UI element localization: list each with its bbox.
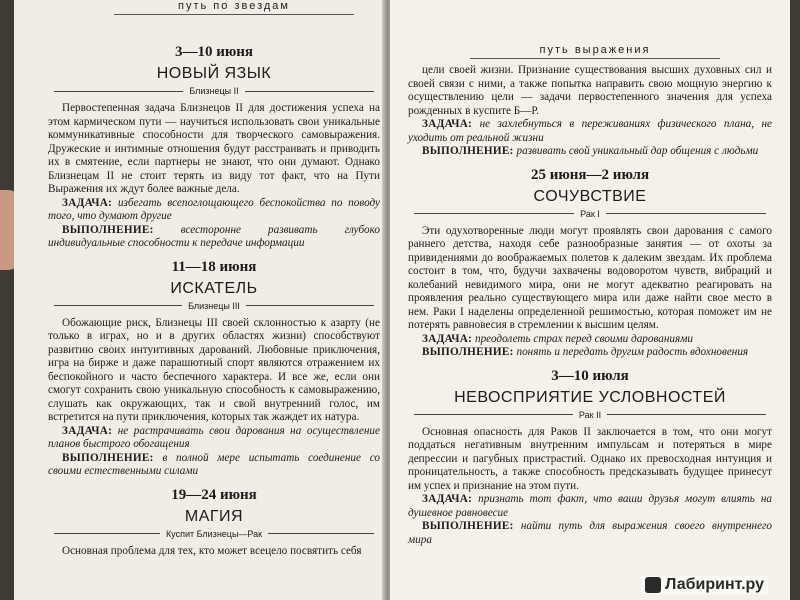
task-label: ЗАДАЧА: xyxy=(62,424,113,437)
watermark-logo xyxy=(641,576,768,594)
section-compassion xyxy=(408,167,772,360)
section-body: Первостепенная задача Близнецов II для достижения успеха на этом кармическом пути — научиться использовать свои уникальные коммуникативные способности для творческого самовыражения. Дружеские и интимные отношения будут расстраивать и приводить их в смятение, если партнеры не знают, что они думают. Однако Близнецам II не стоит терять из виду тот факт, что на Пути Выражения их ждут более важные дела. xyxy=(48,102,380,195)
section-sign: Близнецы III xyxy=(48,301,380,311)
task-text: избегать всепоглощающего беспокойства по поводу того, что думают другие xyxy=(48,196,380,222)
task-label: ЗАДАЧА: xyxy=(62,196,113,209)
task-line xyxy=(408,118,772,145)
section-date: 3—10 июня xyxy=(174,44,254,60)
section-title: НЕВОСПРИЯТИЕ УСЛОВНОСТЕЙ xyxy=(454,388,726,406)
section-date: 19—24 июня xyxy=(171,486,257,503)
done-text: найти путь для выражения своего внутреннего мира xyxy=(408,520,772,546)
labirint-icon xyxy=(645,577,661,593)
section-date: 3—10 июля xyxy=(551,367,629,384)
done-label: ВЫПОЛНЕНИЕ: xyxy=(62,451,154,464)
running-head-right: путь выражения xyxy=(470,44,720,59)
section-sign: Рак I xyxy=(408,209,772,219)
done-line xyxy=(408,520,772,547)
section-title: МАГИЯ xyxy=(184,507,244,525)
done-label: ВЫПОЛНЕНИЕ: xyxy=(422,520,514,532)
done-text: всесторонне развивать глубоко индивидуальные способности к передаче информации xyxy=(48,223,380,249)
task-label: ЗАДАЧА: xyxy=(422,332,473,345)
done-label: ВЫПОЛНЕНИЕ: xyxy=(422,145,514,157)
section-magic xyxy=(48,487,380,559)
right-page xyxy=(390,0,790,600)
done-line xyxy=(48,452,380,479)
task-label: ЗАДАЧА: xyxy=(422,493,473,505)
task-line xyxy=(48,197,380,224)
section-body: Эти одухотворенные люди могут проявлять свои дарования с самого раннего детства, находя себе разнообразные занятия — от охоты за привидениями до воображаемых полетов к далеким звездам. Их проблема состоит в том, что, будучи захвачены водоворотом чувств, вибраций и колебаний невидимого мира, они не могут адекватно реагировать на проявления реально существующего мира или даже найти свое место в нем. Раки I наделены определенной решимостью, которая поможет им не потерять равновесия в стремлении к высшим целям. xyxy=(408,224,772,331)
section-sign: Рак II xyxy=(408,410,772,420)
task-line xyxy=(408,333,772,347)
done-text: в полной мере испытать соединение со своими естественными силами xyxy=(48,451,381,477)
section-body: Основная опасность для Раков II заключается в том, что они могут поддаться негативным внутренним импульсам и потеряться в мире депрессии и пагубных пристрастий. Однако их превосходная интуиция и проницательность, а также способность предсказывать будущее принесут им успех и признание на этом пути. xyxy=(408,425,772,492)
task-text: признать тот факт, что ваши друзья могут влиять на душевное равновесие xyxy=(408,493,772,519)
section-title: ИСКАТЕЛЬ xyxy=(170,279,258,297)
watermark-text: Лабиринт.ру xyxy=(665,576,764,593)
section-title: СОЧУВСТВИЕ xyxy=(533,187,647,205)
section-sign: Куспит Близнецы—Рак xyxy=(48,529,380,539)
done-text: понять и передать другим радость вдохновения xyxy=(516,346,749,358)
task-text: не растрачивать свои дарования на осуществление планов быстрого обогащения xyxy=(48,424,380,450)
task-label: ЗАДАЧА: xyxy=(422,118,473,130)
section-title: НОВЫЙ ЯЗЫК xyxy=(156,65,272,82)
section-body: Обожающие риск, Близнецы III своей склонностью к азарту (не только в играх, но и в других областях жизни) способствуют развитию своих интуитивных дарований. Любовные приключения, игра на бирже и даже парашютный спорт являются отражением их беспокойного и часто беспечного характера. И все же, если они смогут сохранить свою уникальную способность к самовыражению, слушать как окружающих, так и свой внутренний голос, им встретится на пути приключения, которых так жаждет их натура. xyxy=(48,316,380,423)
intro-body: цели своей жизни. Признание существования высших духовных сил и своей связи с ними, а также попытка направить свою мощную энергию к осуществлению цели — задачи первостепенного значения для успеха рожденных в куспите Б—Р. xyxy=(408,64,772,117)
done-line xyxy=(408,346,772,360)
section-nonconformity xyxy=(408,368,772,548)
section-body: Основная проблема для тех, кто может всецело посвятить себя xyxy=(62,544,362,557)
task-line xyxy=(48,425,380,452)
task-text: преодолеть страх перед своими дарованиями xyxy=(474,332,693,345)
task-line xyxy=(408,493,772,520)
section-date: 25 июня—2 июля xyxy=(530,166,650,183)
left-page xyxy=(14,0,386,600)
section-sign: Близнецы II xyxy=(48,86,380,96)
done-text: развивать свой уникальный дар общения с людьми xyxy=(516,145,759,157)
section-date: 11—18 июня xyxy=(171,258,257,275)
done-label: ВЫПОЛНЕНИЕ: xyxy=(62,223,154,236)
done-label: ВЫПОЛНЕНИЕ: xyxy=(422,346,514,358)
done-line xyxy=(48,224,380,251)
done-line xyxy=(408,145,772,159)
section-new-language xyxy=(48,44,380,251)
section-seeker xyxy=(48,259,380,479)
task-text: не захлебнуться в переживаниях физического плана, не уходить от реальной жизни xyxy=(408,118,773,144)
running-head-left: путь по звездам xyxy=(114,0,354,15)
